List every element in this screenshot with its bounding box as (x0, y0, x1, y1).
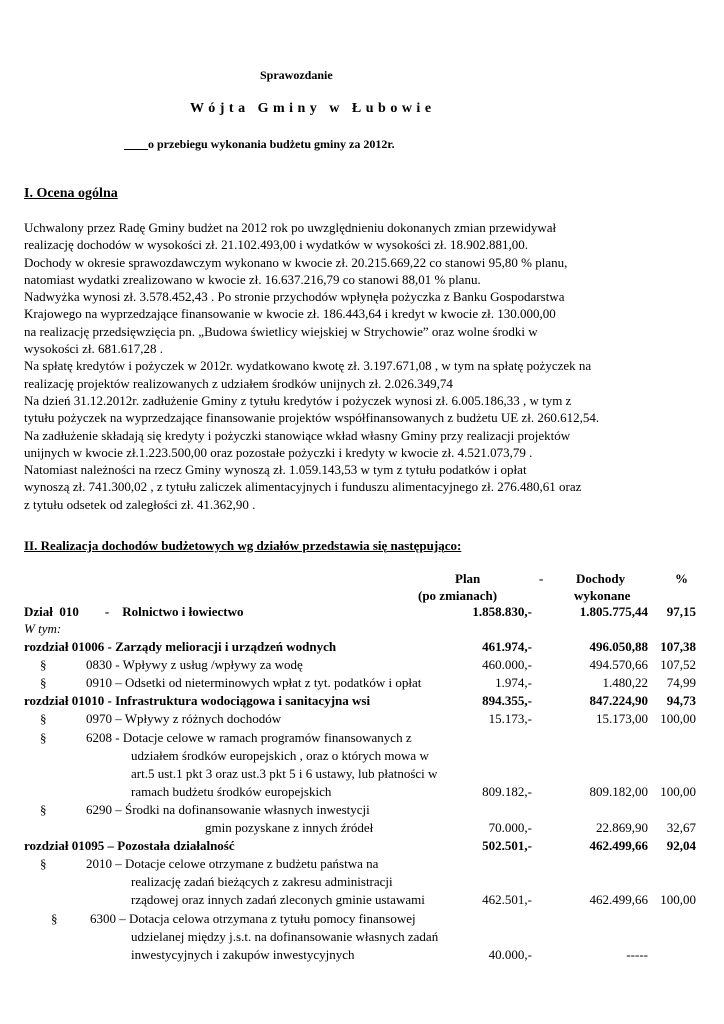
rozdzial-label: rozdział 01095 – Pozostała działalność (24, 838, 235, 853)
row-exec: 847.224,90 (589, 693, 648, 708)
row-exec: 494.570,66 (589, 657, 648, 672)
row-plan: 462.501,- (482, 892, 532, 907)
row-pct: 94,73 (666, 693, 696, 708)
body-line: wysokości zł. 681.617,28 . (24, 341, 164, 357)
row-pct: 100,00 (660, 711, 696, 726)
row-text: 2010 – Dotacje celowe otrzymane z budżetu państwa na (86, 856, 379, 871)
row-exec: 462.499,66 (589, 838, 648, 853)
row-plan: 502.501,- (482, 838, 532, 853)
row-text: 0910 – Odsetki od nieterminowych wpłat z tyt. podatków i opłat (86, 675, 422, 690)
row-text: 6208 - Dotacje celowe w ramach programów finansowanych z (86, 730, 412, 745)
paragraph-symbol: § (40, 711, 47, 726)
row-text: 0970 – Wpływy z różnych dochodów (86, 711, 282, 726)
section-1-heading: I. Ocena ogólna (24, 186, 118, 201)
col-plan-header: Plan (455, 571, 481, 586)
row-exec: 496.050,88 (589, 639, 648, 654)
body-line: Na zadłużenie składają się kredyty i pożyczki stanowiące wkład własny Gminy przy realizacji projektów (24, 427, 571, 443)
rozdzial-label: rozdział 01006 - Zarządy melioracji i urządzeń wodnych (24, 639, 337, 654)
section-2-heading: II. Realizacja dochodów budżetowych wg działów przedstawia się następująco: (24, 538, 462, 553)
dzial-pct: 97,15 (666, 604, 696, 619)
row-exec: 22.869,90 (596, 820, 648, 835)
row-plan: 1.974,- (495, 675, 532, 690)
body-line: Natomiast należności na rzecz Gminy wynoszą zł. 1.059.143,53 w tym z tytułu podatków i opłat (24, 462, 527, 478)
report-subtitle: W ó j t a G m i n y w Ł u b o w i e (190, 101, 432, 116)
row-exec: ----- (626, 947, 648, 962)
row-plan: 460.000,- (482, 657, 532, 672)
row-exec: 462.499,66 (589, 892, 648, 907)
report-title: Sprawozdanie (260, 68, 333, 82)
underline-lead (124, 137, 148, 151)
col-pct-header: % (675, 571, 688, 586)
paragraph-symbol: § (51, 911, 58, 926)
body-line: Krajowego na wyprzedzające finansowanie w kwocie zł. 186.443,64 i kredyt w kwocie zł. 130.000,00 (24, 306, 556, 322)
row-plan: 70.000,- (488, 820, 532, 835)
report-period: o przebiegu wykonania budżetu gminy za 2012r. (148, 137, 395, 151)
col-exec-subheader: wykonane (574, 588, 631, 603)
row-pct: 107,52 (660, 657, 696, 672)
w-tym-label: W tym: (24, 621, 62, 636)
row-text: ramach budżetu środków europejskich (131, 784, 332, 799)
paragraph-symbol: § (40, 856, 47, 871)
row-pct: 100,00 (660, 892, 696, 907)
body-line: wynoszą zł. 741.300,02 , z tytułu zaliczek alimentacyjnych i funduszu alimentacyjnego zł. 276.480,61 oraz (24, 479, 582, 495)
paragraph-symbol: § (40, 675, 47, 690)
row-exec: 809.182,00 (589, 784, 648, 799)
row-text: gmin pozyskane z innych źródeł (205, 820, 374, 835)
row-pct: 107,38 (660, 639, 696, 654)
body-line: na realizację przedsięwzięcia pn. „Budowa świetlicy wiejskiej w Strychowie” oraz wolne środki w (24, 323, 538, 339)
row-pct: 92,04 (666, 838, 696, 853)
row-pct: 32,67 (666, 820, 696, 835)
paragraph-symbol: § (40, 802, 47, 817)
row-plan: 894.355,- (482, 693, 532, 708)
row-text: inwestycyjnych i zakupów inwestycyjnych (131, 947, 355, 962)
row-plan: 461.974,- (482, 639, 532, 654)
row-text: 6290 – Środki na dofinansowanie własnych inwestycji (86, 802, 370, 817)
rozdzial-label: rozdział 01010 - Infrastruktura wodociągowa i sanitacyjna wsi (24, 693, 371, 708)
body-line: realizację projektów realizowanych z udziałem środków unijnych zł. 2.026.349,74 (24, 375, 453, 391)
row-text: realizację zadań bieżących z zakresu administracji (131, 874, 393, 889)
body-line: Dochody w okresie sprawozdawczym wykonano w kwocie zł. 20.215.669,22 co stanowi 95,80 % planu, (24, 254, 568, 270)
row-plan: 40.000,- (488, 947, 532, 962)
body-line: natomiast wydatki zrealizowano w kwocie zł. 16.637.216,79 co stanowi 88,01 % planu. (24, 271, 481, 287)
row-text: rządowej oraz innych zadań zleconych gminie ustawami (131, 892, 425, 907)
body-line: z tytułu odsetek od zaległości zł. 41.362,90 . (24, 496, 256, 512)
body-line: Na dzień 31.12.2012r. zadłużenie Gminy z tytułu kredytów i pożyczek wynosi zł. 6.005.186,33 , w tym z (24, 392, 572, 408)
row-exec: 1.480,22 (602, 675, 648, 690)
body-line: unijnych w kwocie zł.1.223.500,00 oraz pozostałe pożyczki i kredyty w kwocie zł. 4.521.073,79 . (24, 444, 533, 460)
col-exec-header: Dochody (576, 571, 626, 586)
row-exec: 15.173,00 (596, 711, 648, 726)
body-line: Nadwyżka wynosi zł. 3.578.452,43 . Po stronie przychodów wpłynęła pożyczka z Banku Gospodarstwa (24, 289, 565, 305)
body-line: Uchwalony przez Radę Gminy budżet na 2012 rok po uwzględnieniu dokonanych zmian przewidywał (24, 220, 557, 235)
body-line: Na spłatę kredytów i pożyczek w 2012r. wydatkowano kwotę zł. 3.197.671,08 , w tym na spłatę pożyczek na (24, 358, 592, 374)
row-pct: 74,99 (666, 675, 696, 690)
dzial-label: Dział 010 - Rolnictwo i łowiectwo (24, 604, 244, 619)
row-text: 6300 – Dotacja celowa otrzymana z tytułu pomocy finansowej (90, 911, 416, 926)
row-pct: 100,00 (660, 784, 696, 799)
col-plan-dash: - (539, 571, 544, 586)
row-plan: 809.182,- (482, 784, 532, 799)
paragraph-symbol: § (40, 730, 47, 745)
row-plan: 15.173,- (488, 711, 532, 726)
report-period-line (124, 137, 395, 152)
section-1-body (24, 219, 599, 513)
row-text: art.5 ust.1 pkt 3 oraz ust.3 pkt 5 i 6 ustawy, lub płatności w (131, 766, 438, 781)
col-plan-subheader: (po zmianach) (418, 588, 498, 603)
dzial-plan: 1.858.830,- (472, 604, 532, 619)
body-line: tytułu pożyczek na wyprzedzające finansowanie projektów współfinansowanych z budżetu UE zł. 260.612,54. (24, 410, 600, 426)
row-text: udzielanej między j.s.t. na dofinansowanie własnych zadań (131, 929, 439, 944)
row-text: 0830 - Wpływy z usług /wpływy za wodę (86, 657, 303, 672)
paragraph-symbol: § (40, 657, 47, 672)
body-line: realizację dochodów w wysokości zł. 21.102.493,00 i wydatków w wysokości zł. 18.902.881,00. (24, 237, 529, 253)
row-text: udziałem środków europejskich , oraz o których mowa w (131, 748, 429, 763)
dzial-exec: 1.805.775,44 (579, 604, 648, 619)
